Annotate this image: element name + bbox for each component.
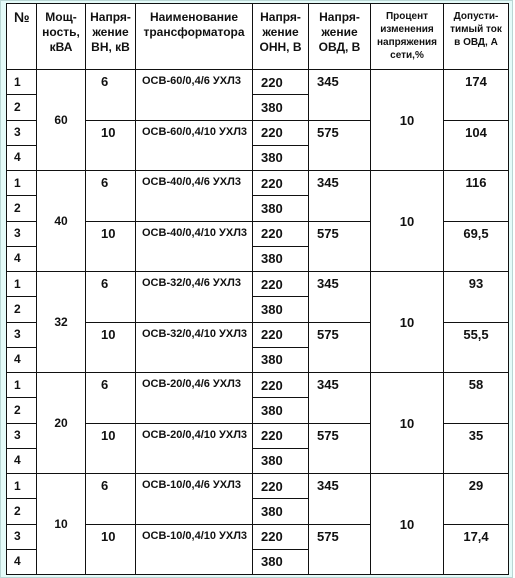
current-cell: 17,4 bbox=[444, 524, 509, 575]
table-row bbox=[7, 70, 509, 95]
percent-cell: 10 bbox=[371, 70, 444, 171]
current-cell: 58 bbox=[444, 373, 509, 424]
current-cell: 29 bbox=[444, 474, 509, 525]
lv-voltage-cell: 220 bbox=[253, 171, 309, 196]
lv-voltage-cell: 380 bbox=[253, 549, 309, 574]
ovd-voltage-cell: 345 bbox=[309, 474, 371, 525]
transformer-name-cell: ОСВ-20/0,4/10 УХЛ3 bbox=[136, 423, 253, 474]
lv-voltage-cell: 220 bbox=[253, 474, 309, 499]
lv-voltage-cell: 220 bbox=[253, 322, 309, 347]
ovd-voltage-cell: 345 bbox=[309, 70, 371, 121]
header-percent: Процент изменения напряжения сети,% bbox=[371, 4, 444, 70]
row-number: 2 bbox=[7, 196, 37, 221]
hv-voltage-cell: 10 bbox=[86, 221, 136, 272]
lv-voltage-cell: 220 bbox=[253, 423, 309, 448]
ovd-voltage-cell: 345 bbox=[309, 272, 371, 323]
header-name: Наименование трансформатора bbox=[136, 4, 253, 70]
lv-voltage-cell: 380 bbox=[253, 448, 309, 473]
row-number: 2 bbox=[7, 95, 37, 120]
transformer-name-cell: ОСВ-10/0,4/6 УХЛ3 bbox=[136, 474, 253, 525]
transformer-name-cell: ОСВ-60/0,4/6 УХЛ3 bbox=[136, 70, 253, 121]
header-power: Мощ-ность, кВА bbox=[37, 4, 86, 70]
lv-voltage-cell: 380 bbox=[253, 347, 309, 372]
percent-cell: 10 bbox=[371, 272, 444, 373]
current-cell: 174 bbox=[444, 70, 509, 121]
hv-voltage-cell: 10 bbox=[86, 524, 136, 575]
header-hv: Напря-жение ВН, кВ bbox=[86, 4, 136, 70]
current-cell: 93 bbox=[444, 272, 509, 323]
ovd-voltage-cell: 575 bbox=[309, 423, 371, 474]
transformer-name-cell: ОСВ-20/0,4/6 УХЛ3 bbox=[136, 373, 253, 424]
current-cell: 69,5 bbox=[444, 221, 509, 272]
current-cell: 116 bbox=[444, 171, 509, 222]
ovd-voltage-cell: 575 bbox=[309, 524, 371, 575]
lv-voltage-cell: 380 bbox=[253, 398, 309, 423]
table-row bbox=[7, 373, 509, 398]
percent-cell: 10 bbox=[371, 373, 444, 474]
lv-voltage-cell: 220 bbox=[253, 70, 309, 95]
hv-voltage-cell: 6 bbox=[86, 70, 136, 121]
header-ovd: Напря-жение ОВД, В bbox=[309, 4, 371, 70]
header-num: № bbox=[7, 4, 37, 70]
percent-cell: 10 bbox=[371, 474, 444, 575]
table-body bbox=[7, 70, 509, 575]
row-number: 1 bbox=[7, 171, 37, 196]
row-number: 3 bbox=[7, 524, 37, 549]
header-lv: Напря-жение ОНН, В bbox=[253, 4, 309, 70]
power-cell: 10 bbox=[37, 474, 86, 575]
row-number: 1 bbox=[7, 272, 37, 297]
hv-voltage-cell: 10 bbox=[86, 322, 136, 373]
table-row bbox=[7, 171, 509, 196]
lv-voltage-cell: 380 bbox=[253, 499, 309, 524]
row-number: 2 bbox=[7, 499, 37, 524]
row-number: 3 bbox=[7, 322, 37, 347]
power-cell: 60 bbox=[37, 70, 86, 171]
transformer-spec-table bbox=[6, 3, 509, 575]
ovd-voltage-cell: 575 bbox=[309, 120, 371, 171]
percent-cell: 10 bbox=[371, 171, 444, 272]
row-number: 4 bbox=[7, 347, 37, 372]
hv-voltage-cell: 6 bbox=[86, 171, 136, 222]
row-number: 4 bbox=[7, 549, 37, 574]
transformer-name-cell: ОСВ-40/0,4/10 УХЛ3 bbox=[136, 221, 253, 272]
header-row bbox=[7, 4, 509, 70]
hv-voltage-cell: 6 bbox=[86, 474, 136, 525]
current-cell: 35 bbox=[444, 423, 509, 474]
header-current: Допусти-тимый ток в ОВД, А bbox=[444, 4, 509, 70]
transformer-name-cell: ОСВ-32/0,4/10 УХЛ3 bbox=[136, 322, 253, 373]
transformer-name-cell: ОСВ-40/0,4/6 УХЛ3 bbox=[136, 171, 253, 222]
current-cell: 55,5 bbox=[444, 322, 509, 373]
power-cell: 20 bbox=[37, 373, 86, 474]
ovd-voltage-cell: 575 bbox=[309, 221, 371, 272]
row-number: 2 bbox=[7, 297, 37, 322]
row-number: 1 bbox=[7, 474, 37, 499]
row-number: 4 bbox=[7, 145, 37, 170]
current-cell: 104 bbox=[444, 120, 509, 171]
ovd-voltage-cell: 345 bbox=[309, 373, 371, 424]
power-cell: 32 bbox=[37, 272, 86, 373]
ovd-voltage-cell: 345 bbox=[309, 171, 371, 222]
transformer-name-cell: ОСВ-32/0,4/6 УХЛ3 bbox=[136, 272, 253, 323]
lv-voltage-cell: 380 bbox=[253, 246, 309, 271]
lv-voltage-cell: 220 bbox=[253, 373, 309, 398]
row-number: 3 bbox=[7, 120, 37, 145]
row-number: 3 bbox=[7, 221, 37, 246]
ovd-voltage-cell: 575 bbox=[309, 322, 371, 373]
lv-voltage-cell: 380 bbox=[253, 297, 309, 322]
lv-voltage-cell: 220 bbox=[253, 524, 309, 549]
lv-voltage-cell: 220 bbox=[253, 272, 309, 297]
lv-voltage-cell: 380 bbox=[253, 196, 309, 221]
transformer-name-cell: ОСВ-10/0,4/10 УХЛ3 bbox=[136, 524, 253, 575]
row-number: 1 bbox=[7, 373, 37, 398]
table-row bbox=[7, 272, 509, 297]
row-number: 2 bbox=[7, 398, 37, 423]
lv-voltage-cell: 380 bbox=[253, 145, 309, 170]
row-number: 4 bbox=[7, 246, 37, 271]
hv-voltage-cell: 10 bbox=[86, 423, 136, 474]
hv-voltage-cell: 6 bbox=[86, 373, 136, 424]
hv-voltage-cell: 6 bbox=[86, 272, 136, 323]
row-number: 3 bbox=[7, 423, 37, 448]
row-number: 4 bbox=[7, 448, 37, 473]
lv-voltage-cell: 220 bbox=[253, 221, 309, 246]
lv-voltage-cell: 380 bbox=[253, 95, 309, 120]
lv-voltage-cell: 220 bbox=[253, 120, 309, 145]
hv-voltage-cell: 10 bbox=[86, 120, 136, 171]
table-row bbox=[7, 474, 509, 499]
transformer-name-cell: ОСВ-60/0,4/10 УХЛ3 bbox=[136, 120, 253, 171]
row-number: 1 bbox=[7, 70, 37, 95]
power-cell: 40 bbox=[37, 171, 86, 272]
